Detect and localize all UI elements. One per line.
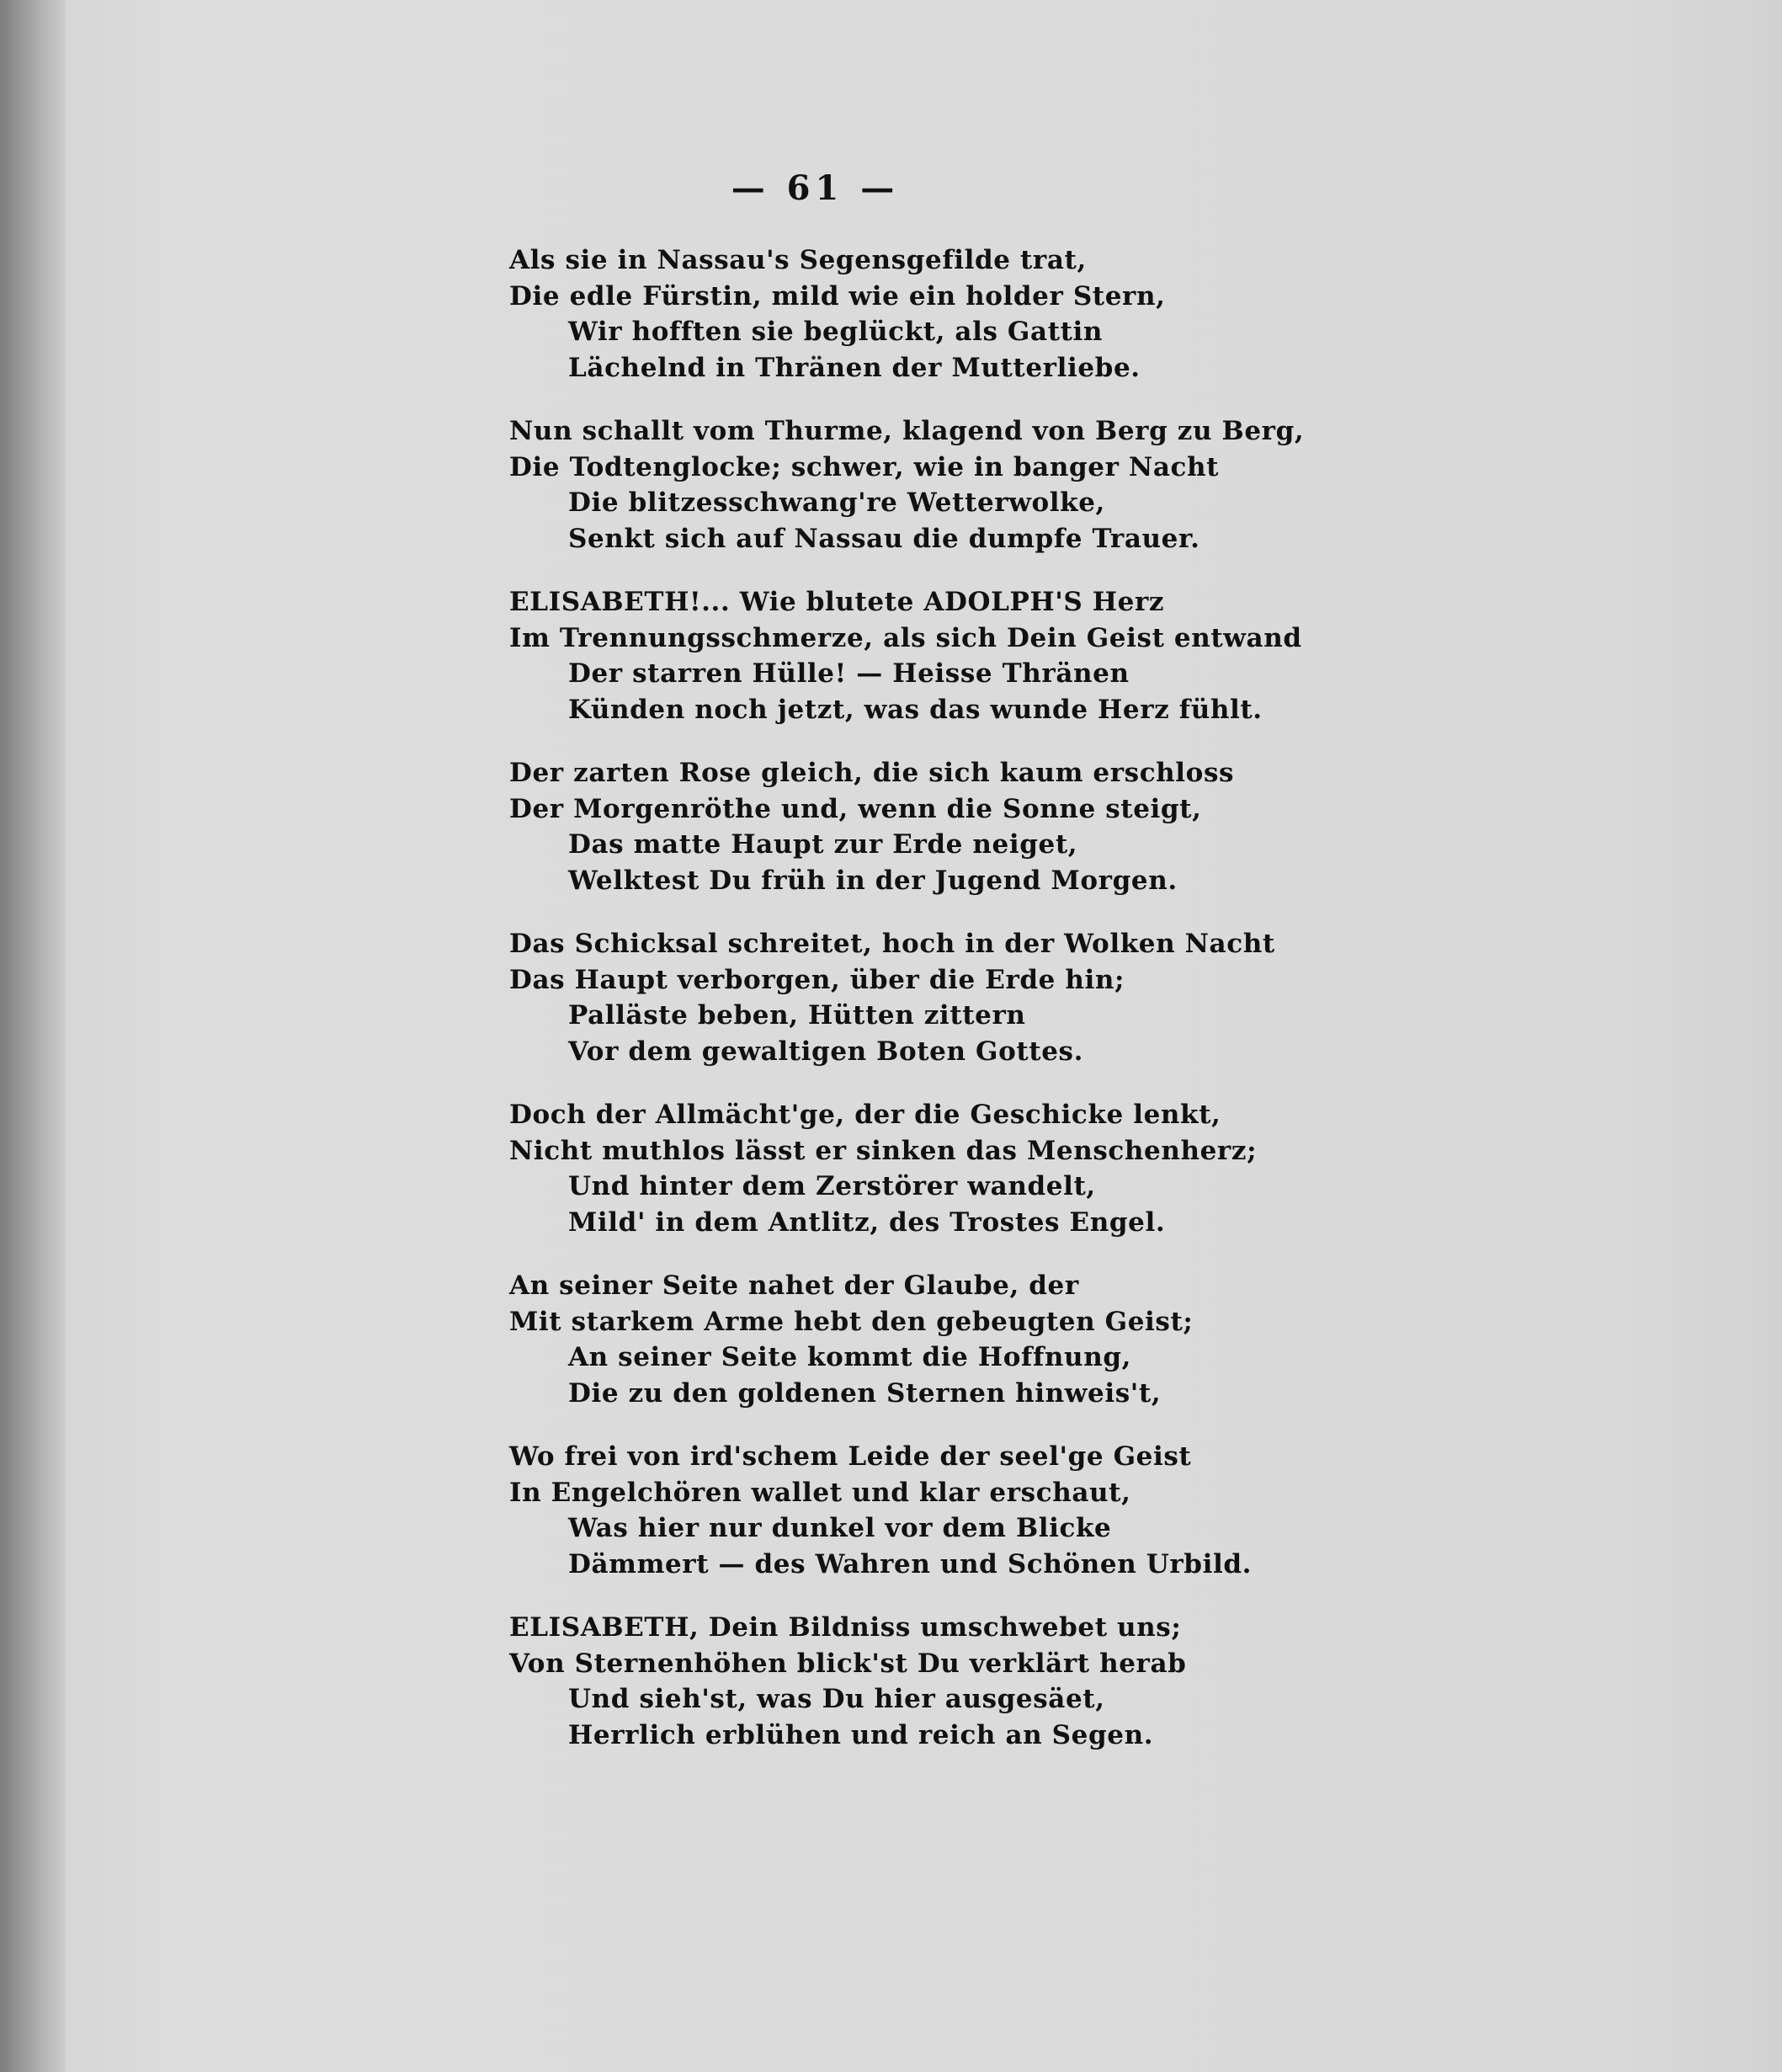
- verse-line: Mild' in dem Antlitz, des Trostes Engel.: [568, 1206, 1166, 1238]
- stanza: [509, 1097, 1351, 1240]
- verse-line: In Engelchören wallet und klar erschaut,: [509, 1477, 1131, 1508]
- verse-line: Das matte Haupt zur Erde neiget,: [568, 829, 1078, 860]
- page-number: — 61 —: [731, 168, 900, 208]
- book-gutter: [0, 0, 66, 2072]
- verse-line: Und sieh'st, was Du hier ausgesäet,: [568, 1684, 1105, 1714]
- verse-line: Was hier nur dunkel vor dem Blicke: [568, 1513, 1112, 1543]
- verse-line: Wo frei von ird'schem Leide der seel'ge Geist: [509, 1441, 1192, 1472]
- page-header: [0, 168, 1782, 208]
- verse-line: Dämmert — des Wahren und Schönen Urbild.: [568, 1548, 1252, 1579]
- verse-line: Doch der Allmächt'ge, der die Geschicke lenkt,: [509, 1100, 1221, 1130]
- verse-line: ELISABETH!... Wie blutete ADOLPH'S Herz: [509, 587, 1165, 617]
- verse-line: Die Todtenglocke; schwer, wie in banger Nacht: [509, 451, 1220, 482]
- verse-line: Lächelnd in Thränen der Mutterliebe.: [568, 352, 1141, 383]
- verse-line: Nun schallt vom Thurme, klagend von Berg zu Berg,: [509, 416, 1305, 446]
- verse-line: Im Trennungsschmerze, als sich Dein Geist entwand: [509, 622, 1302, 653]
- verse-line: Palläste beben, Hütten zittern: [568, 1000, 1026, 1031]
- stanza: [509, 1268, 1351, 1411]
- stanza: [509, 755, 1351, 898]
- verse-line: Wir hofften sie beglückt, als Gattin: [568, 317, 1104, 347]
- verse-line: Mit starkem Arme hebt den gebeugten Geist;: [509, 1306, 1194, 1337]
- verse-line: Senkt sich auf Nassau die dumpfe Trauer.: [568, 523, 1200, 554]
- stanza: [509, 1610, 1351, 1753]
- stanza: [509, 242, 1351, 386]
- stanza: [509, 584, 1351, 727]
- verse-line: Der Morgenröthe und, wenn die Sonne steigt,: [509, 793, 1202, 824]
- verse-line: Vor dem gewaltigen Boten Gottes.: [568, 1036, 1083, 1067]
- verse-line: An seiner Seite nahet der Glaube, der: [509, 1270, 1079, 1301]
- verse-line: Das Schicksal schreitet, hoch in der Wolken Nacht: [509, 929, 1275, 959]
- verse-line: Der zarten Rose gleich, die sich kaum erschloss: [509, 758, 1235, 788]
- stanza: [509, 926, 1351, 1069]
- verse-line: Welktest Du früh in der Jugend Morgen.: [568, 865, 1178, 896]
- verse-line: Künden noch jetzt, was das wunde Herz fühlt.: [568, 694, 1263, 725]
- stanza: [509, 413, 1351, 557]
- verse-line: Die zu den goldenen Sternen hinweis't,: [568, 1377, 1162, 1409]
- verse-line: Und hinter dem Zerstörer wandelt,: [568, 1171, 1096, 1201]
- verse-line: An seiner Seite kommt die Hoffnung,: [568, 1342, 1132, 1372]
- verse-line: Die blitzesschwang're Wetterwolke,: [568, 487, 1105, 518]
- verse-line: Nicht muthlos lässt er sinken das Menschenherz;: [509, 1135, 1258, 1166]
- verse-line: Die edle Fürstin, mild wie ein holder Stern,: [509, 280, 1166, 312]
- verse-line: ELISABETH, Dein Bildniss umschwebet uns;: [509, 1612, 1182, 1643]
- verse-line: Herrlich erblühen und reich an Segen.: [568, 1719, 1154, 1750]
- verse-line: Der starren Hülle! — Heisse Thränen: [568, 658, 1130, 689]
- verse-line: Von Sternenhöhen blick'st Du verklärt herab: [509, 1648, 1187, 1679]
- verse-line: Das Haupt verborgen, über die Erde hin;: [509, 964, 1125, 995]
- stanza: [509, 1439, 1351, 1582]
- poem: [509, 242, 1351, 1781]
- verse-line: Als sie in Nassau's Segensgefilde trat,: [509, 245, 1087, 275]
